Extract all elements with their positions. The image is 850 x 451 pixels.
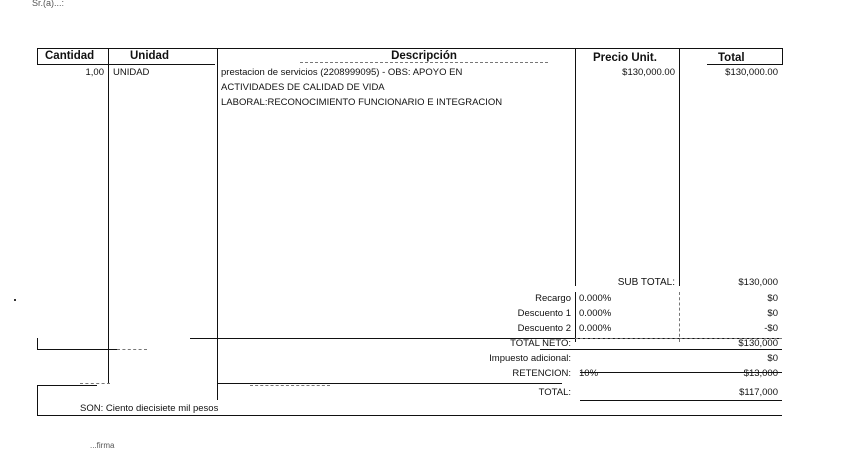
recargo-label: Recargo: [535, 293, 571, 304]
top-fragment: Sr.(a)...:: [32, 0, 65, 8]
descuento-2-label: Descuento 2: [517, 323, 571, 334]
col-line-precio: [679, 48, 680, 286]
left-short-line-a: [37, 349, 117, 350]
item-descripcion-line-1: prestacion de servicios (2208999095) - OBS: APOYO EN: [221, 67, 463, 78]
descuento-1-value: $0: [767, 308, 778, 319]
recargo-value: $0: [767, 293, 778, 304]
item-descripcion-line-3: LABORAL:RECONOCIMIENTO FUNCIONARIO E INTEGRACION: [221, 97, 503, 108]
impuesto-adicional-value: $0: [767, 353, 778, 364]
footer-line: [37, 415, 782, 416]
retencion-pct: 10%: [579, 368, 599, 379]
impuesto-adicional-label: Impuesto adicional:: [489, 353, 571, 364]
item-precio: $130,000.00: [622, 67, 675, 78]
stray-mark: [14, 299, 16, 301]
neto-bottom-line: [540, 349, 782, 350]
col-line-unidad: [217, 48, 218, 400]
left-short-dash-b: [80, 383, 110, 384]
retencion-value: $13,000: [743, 368, 778, 379]
descuento-1-label: Descuento 1: [517, 308, 571, 319]
total-neto-label: TOTAL NETO:: [510, 338, 571, 349]
header-unidad: Unidad: [130, 50, 169, 62]
descuento-1-pct: 0.000%: [579, 308, 612, 319]
subtotal-label: SUB TOTAL:: [617, 277, 675, 288]
recargo-pct: 0.000%: [579, 293, 612, 304]
col-line-right-top: [782, 48, 783, 65]
item-cantidad: 1,00: [85, 67, 104, 78]
left-short-dash-a: [117, 349, 147, 350]
subtotal-value: $130,000: [738, 277, 778, 288]
left-short-line-b: [37, 385, 97, 386]
header-total: Total: [718, 52, 745, 64]
header-bottom-line-left: [37, 64, 215, 65]
son-text: SON: Ciento diecisiete mil pesos: [80, 403, 219, 414]
header-descripcion: Descripción: [391, 50, 457, 62]
item-total: $130,000.00: [725, 67, 778, 78]
descuento-2-value: -$0: [764, 323, 778, 334]
retencion-label: RETENCION:: [512, 368, 571, 379]
item-descripcion-line-2: ACTIVIDADES DE CALIDAD DE VIDA: [221, 82, 385, 93]
total-dash: [250, 385, 330, 386]
total-neto-value: $130,000: [738, 338, 778, 349]
total-label: TOTAL:: [538, 387, 571, 398]
header-cantidad: Cantidad: [45, 50, 95, 62]
col-line-left-top: [37, 48, 38, 65]
totals-dash-divider: [679, 292, 680, 342]
item-unidad: UNIDAD: [113, 67, 150, 78]
total-line: [217, 383, 562, 384]
totals-pct-divider: [575, 292, 576, 342]
col-line-descripcion: [575, 48, 576, 286]
total-bottom-line: [580, 400, 782, 401]
header-precio: Precio Unit.: [593, 52, 657, 64]
bottom-fragment: ...firma: [90, 441, 115, 450]
col-line-left-bottom: [37, 385, 38, 415]
header-top-line: [37, 48, 782, 49]
total-value: $117,000: [739, 387, 778, 398]
descuento-2-pct: 0.000%: [579, 323, 612, 334]
col-line-cantidad: [108, 48, 109, 383]
